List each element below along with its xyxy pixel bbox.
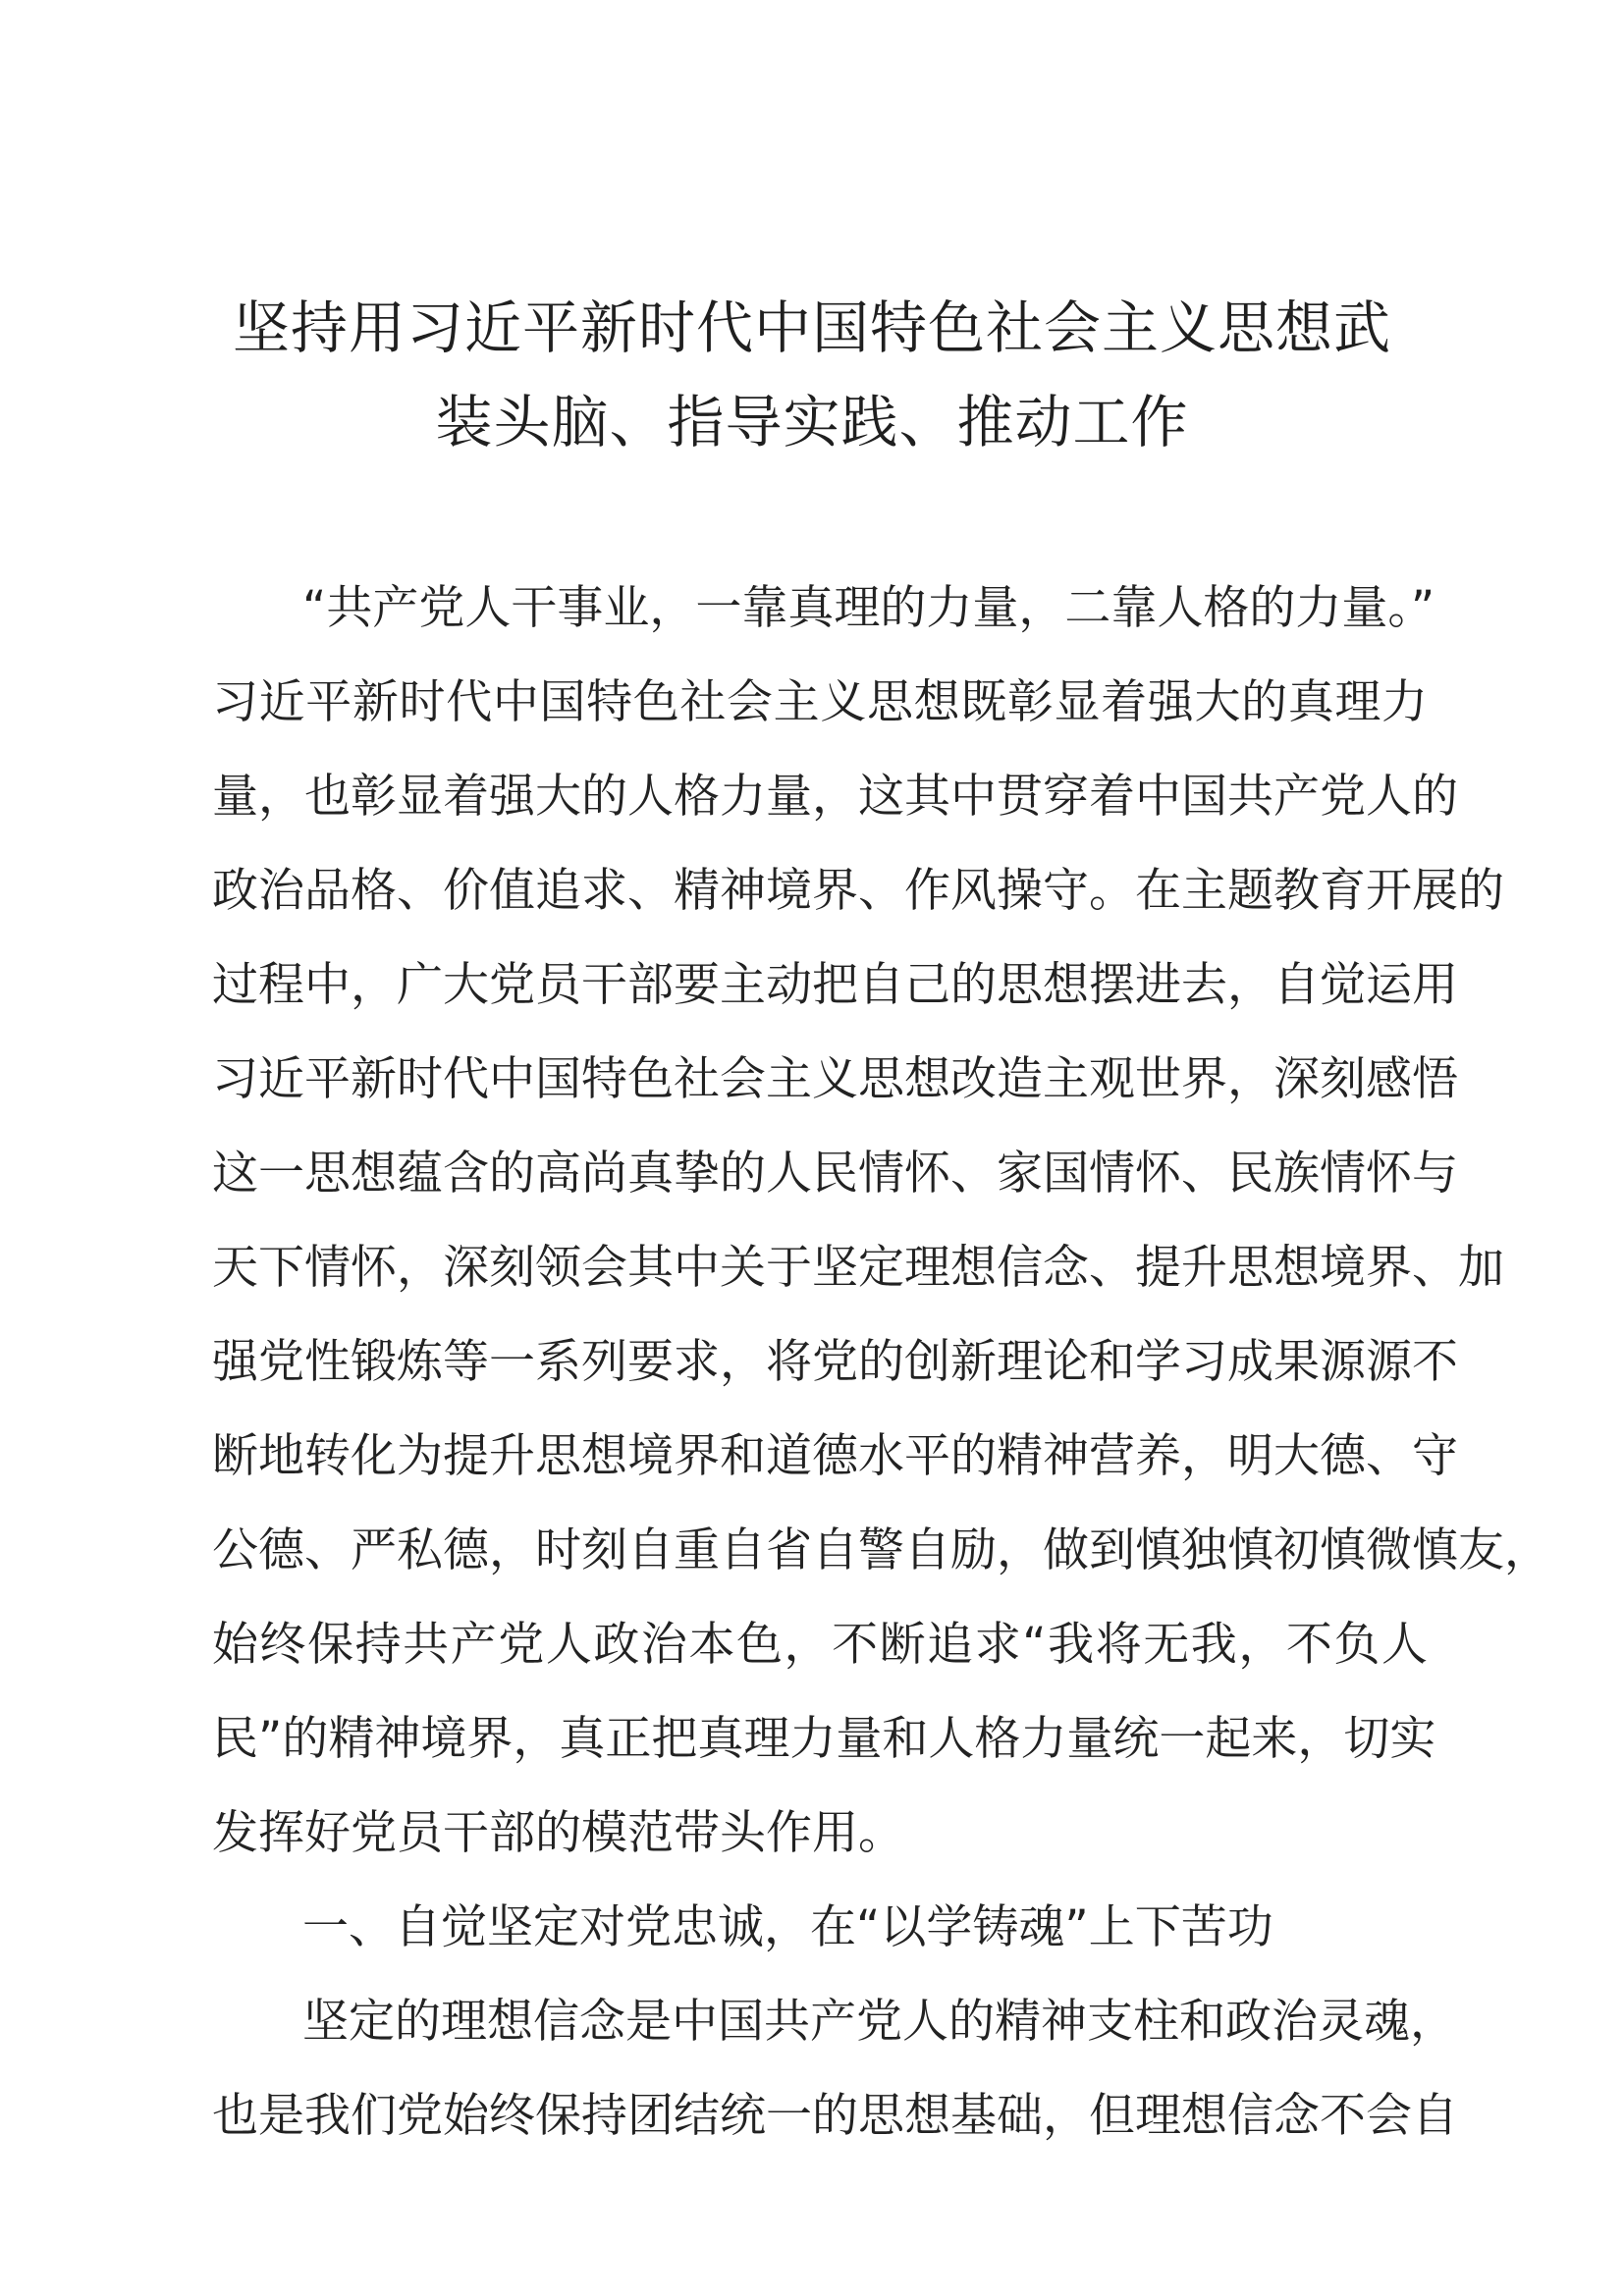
- paragraph-1-line: 习近平新时代中国特色社会主义思想既彰显着强大的真理力: [212, 675, 1428, 729]
- document-body: [212, 561, 1550, 2163]
- paragraph-1-line: 天下情怀，深刻领会其中关于坚定理想信念、提升思想境界、加: [212, 1241, 1504, 1295]
- paragraph-1-line: 公德、严私德，时刻自重自省自警自励，做到慎独慎初慎微慎友，: [212, 1523, 1550, 1577]
- paragraph-1: [212, 561, 1550, 1881]
- paragraph-1-line: 始终保持共产党人政治本色，不断追求“我将无我，不负人: [212, 1618, 1428, 1672]
- paragraph-1-line: 强党性锻炼等一系列要求，将党的创新理论和学习成果源源不: [212, 1335, 1458, 1389]
- paragraph-2-line: 坚定的理想信念是中国共产党人的精神支柱和政治灵魂，: [302, 1995, 1456, 2049]
- document-title: [196, 281, 1428, 469]
- paragraph-2-line: 也是我们党始终保持团结统一的思想基础，但理想信念不会自: [212, 2089, 1458, 2143]
- paragraph-2: [212, 1975, 1458, 2163]
- paragraph-1-line: 习近平新时代中国特色社会主义思想改造主观世界，深刻感悟: [212, 1052, 1458, 1106]
- title-line-1: 坚持用习近平新时代中国特色社会主义思想武: [232, 294, 1391, 361]
- paragraph-1-line: 断地转化为提升思想境界和道德水平的精神营养，明大德、守: [212, 1429, 1458, 1483]
- section-1-heading: 一、自觉坚定对党忠诚，在“以学铸魂”上下苦功: [302, 1900, 1273, 1954]
- paragraph-1-line: 发挥好党员干部的模范带头作用。: [212, 1806, 904, 1860]
- paragraph-1-line: 这一思想蕴含的高尚真挚的人民情怀、家国情怀、民族情怀与: [212, 1147, 1458, 1201]
- paragraph-1-line: 量，也彰显着强大的人格力量，这其中贯穿着中国共产党人的: [212, 770, 1458, 824]
- paragraph-1-line: 民”的精神境界，真正把真理力量和人格力量统一起来，切实: [212, 1712, 1436, 1766]
- paragraph-1-line: 过程中，广大党员干部要主动把自己的思想摆进去，自觉运用: [212, 958, 1458, 1012]
- paragraph-1-line: “共产党人干事业，一靠真理的力量，二靠人格的力量。”: [302, 581, 1435, 635]
- title-line-2: 装头脑、指导实践、推动工作: [435, 389, 1189, 455]
- paragraph-1-line: 政治品格、价值追求、精神境界、作风操守。在主题教育开展的: [212, 864, 1504, 918]
